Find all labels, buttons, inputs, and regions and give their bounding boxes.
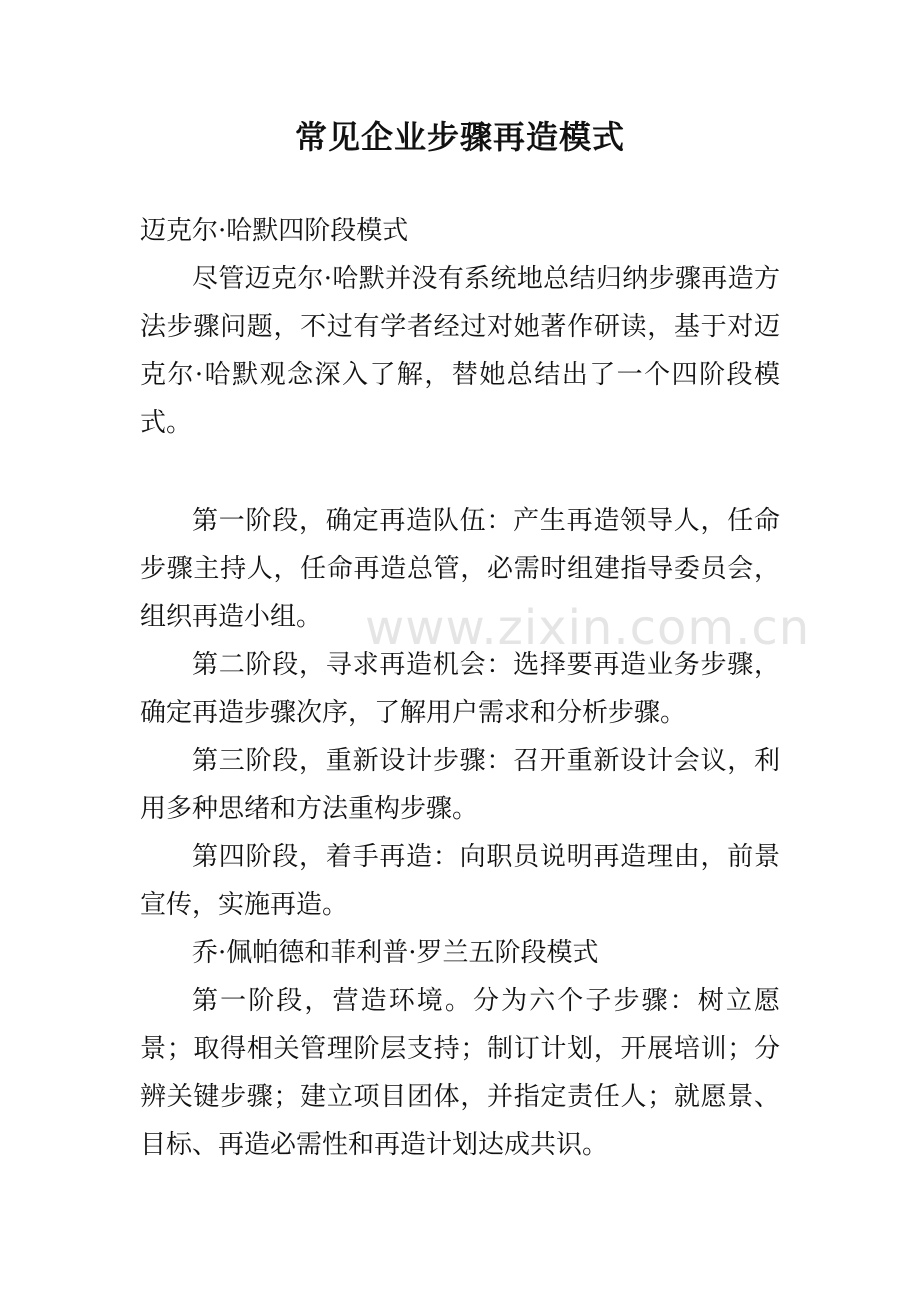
section-heading-peppard: 乔·佩帕德和菲利普·罗兰五阶段模式: [192, 938, 599, 968]
watermark: www.zixin.com.cn: [365, 600, 811, 656]
paragraph-stage-4: 第四阶段，着手再造：向职员说明再造理由，前景宣传，实施再造。: [140, 842, 780, 920]
section-stages: [140, 497, 780, 1169]
paragraph-stage-3: 第三阶段，重新设计步骤：召开重新设计会议，利用多种思绪和方法重构步骤。: [140, 746, 780, 824]
section-hammer: [140, 207, 780, 447]
paragraph-stage-1: 第一阶段，确定再造队伍：产生再造领导人，任命步骤主持人，任命再造总管，必需时组建指导委员会，组织再造小组。: [140, 506, 780, 632]
paragraph-intro: 尽管迈克尔·哈默并没有系统地总结归纳步骤再造方法步骤问题，不过有学者经过对她著作研读，基于对迈克尔·哈默观念深入了解，替她总结出了一个四阶段模式。: [140, 264, 780, 438]
document-title: 常见企业步骤再造模式: [294, 118, 625, 156]
section-heading-hammer: 迈克尔·哈默四阶段模式: [140, 216, 409, 246]
paragraph-stage-2: 第二阶段，寻求再造机会：选择要再造业务步骤，确定再造步骤次序，了解用户需求和分析步骤。: [140, 650, 780, 728]
paragraph-five-stage-1: 第一阶段，营造环境。分为六个子步骤：树立愿景；取得相关管理阶层支持；制订计划，开展培训；分辨关键步骤；建立项目团体，并指定责任人；就愿景、目标、再造必需性和再造计划达成共识。: [140, 986, 780, 1160]
